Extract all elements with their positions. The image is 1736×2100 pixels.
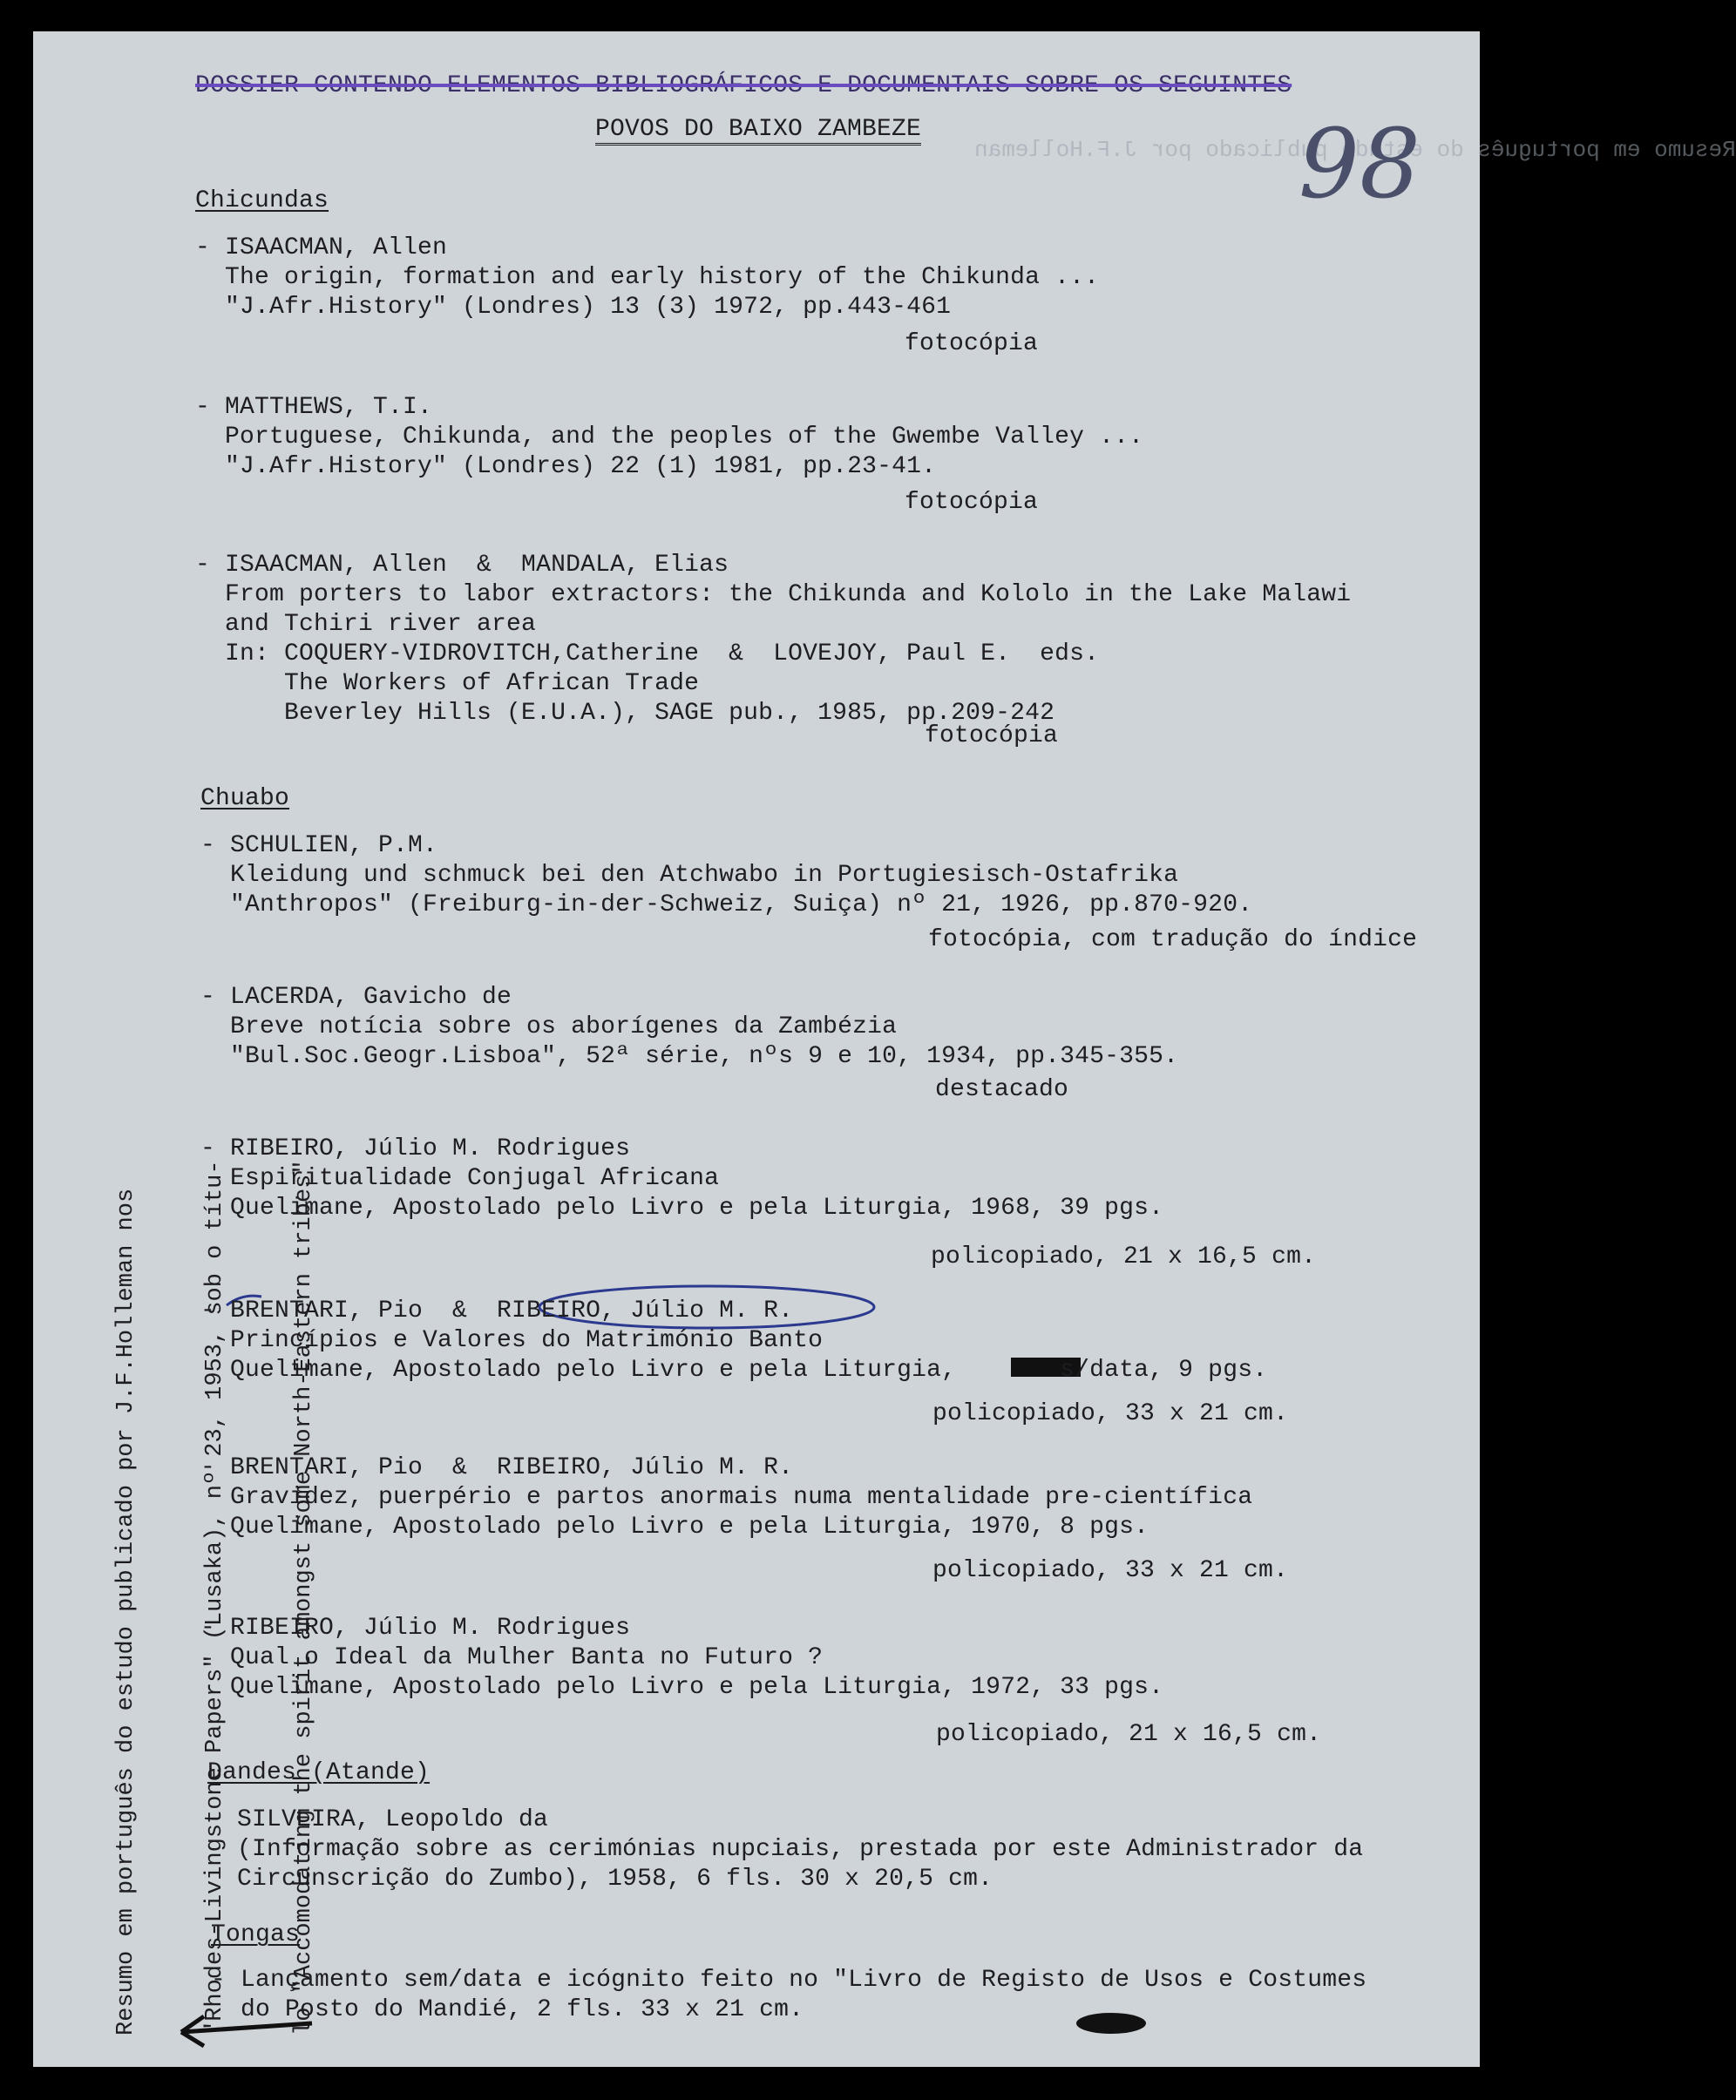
entry-line: - SCHULIEN, P.M. bbox=[200, 832, 438, 859]
page-title: POVOS DO BAIXO ZAMBEZE bbox=[595, 115, 921, 145]
entry-line: Quelimane, Apostolado pelo Livro e pela Liturgia, 1970, 8 pgs. bbox=[200, 1514, 1149, 1541]
entry-line: Qual o Ideal da Mulher Banta no Futuro ? bbox=[200, 1644, 824, 1671]
entry-line: Portuguese, Chikunda, and the peoples of the Gwembe Valley ... bbox=[195, 423, 1144, 450]
margin-note-line: "Rhodes-Livingstone Papers" (Lusaka), nº 23, 1953, sob o títu- bbox=[202, 1160, 228, 2036]
entry-line: - LACERDA, Gavicho de bbox=[200, 984, 512, 1011]
entry-line: (Informação sobre as cerimónias nupciais, prestada por este Administrador da bbox=[207, 1836, 1364, 1863]
entry-line: Beverley Hills (E.U.A.), SAGE pub., 1985, pp.209-242 bbox=[195, 700, 1055, 727]
entry-line: "Bul.Soc.Geogr.Lisboa", 52ª série, nºs 9 e 10, 1934, pp.345-355. bbox=[200, 1043, 1179, 1070]
entry-line: do Posto do Mandié, 2 fls. 33 x 21 cm. bbox=[211, 1996, 804, 2023]
entry-note: policopiado, 21 x 16,5 cm. bbox=[936, 1721, 1322, 1748]
section-heading: Chuabo bbox=[200, 785, 290, 812]
entry-note: fotocópia bbox=[925, 722, 1059, 749]
entry-line: Quelimane, Apostolado pelo Livro e pela Liturgia, 1968, 39 pgs. bbox=[200, 1195, 1164, 1222]
entry-line: Kleidung und schmuck bei den Atchwabo in Portugiesisch-Ostafrika bbox=[200, 862, 1179, 889]
entry-note: fotocópia bbox=[905, 330, 1039, 357]
bleed-through-text: Resumo em português do estudo publicado por J.F.Holleman bbox=[974, 137, 1736, 163]
entry-line: Quelimane, Apostolado pelo Livro e pela Liturgia, s/data, 9 pgs. bbox=[200, 1357, 1268, 1384]
entry-note: policopiado, 21 x 16,5 cm. bbox=[931, 1243, 1317, 1270]
entry-note: fotocópia bbox=[905, 489, 1039, 516]
entry-line: "J.Afr.History" (Londres) 22 (1) 1981, pp.23-41. bbox=[195, 453, 937, 480]
entry-line: The origin, formation and early history of the Chikunda ... bbox=[195, 264, 1100, 291]
entry-line: "Anthropos" (Freiburg-in-der-Schweiz, Suiça) nº 21, 1926, pp.870-920. bbox=[200, 891, 1253, 918]
entry-line: - MATTHEWS, T.I. bbox=[195, 394, 433, 421]
entry-line: - BRENTARI, Pio & RIBEIRO, Júlio M. R. bbox=[200, 1297, 794, 1324]
document-page bbox=[33, 31, 1736, 2067]
entry-line: - BRENTARI, Pio & RIBEIRO, Júlio M. R. bbox=[200, 1454, 794, 1481]
ink-scribble bbox=[1076, 2013, 1146, 2034]
section-heading: Dandes (Atande) bbox=[207, 1759, 431, 1786]
entry-line: - ISAACMAN, Allen & MANDALA, Elias bbox=[195, 552, 729, 579]
entry-line: "J.Afr.History" (Londres) 13 (3) 1972, pp.443-461 bbox=[195, 294, 952, 321]
entry-line: - SILVEIRA, Leopoldo da bbox=[207, 1806, 549, 1833]
margin-note-line: lo "Accomodating the spirit amongst some North-Eastern tribes" bbox=[291, 1160, 317, 2036]
entry-note: policopiado, 33 x 21 cm. bbox=[932, 1557, 1289, 1584]
margin-note-line: Resumo em português do estudo publicado por J.F.Holleman nos bbox=[113, 1188, 139, 2036]
section-heading: Tongas bbox=[211, 1921, 301, 1948]
entry-line: - Lançamento sem/data e icógnito feito no "Livro de Registo de Usos e Costumes bbox=[211, 1967, 1367, 1994]
entry-line: Gravidez, puerpério e partos anormais numa mentalidade pre-científica bbox=[200, 1484, 1253, 1511]
entry-line: - RIBEIRO, Júlio M. Rodrigues bbox=[200, 1615, 631, 1642]
entry-line: - RIBEIRO, Júlio M. Rodrigues bbox=[200, 1135, 631, 1162]
entry-line: From porters to labor extractors: the Chikunda and Kololo in the Lake Malawi bbox=[195, 581, 1352, 608]
entry-line: Quelimane, Apostolado pelo Livro e pela Liturgia, 1972, 33 pgs. bbox=[200, 1674, 1164, 1701]
entry-note: fotocópia, com tradução do índice bbox=[928, 926, 1418, 953]
entry-line: The Workers of African Trade bbox=[195, 670, 700, 697]
section-heading: Chicundas bbox=[195, 187, 329, 214]
entry-note: policopiado, 33 x 21 cm. bbox=[932, 1400, 1289, 1427]
entry-line: Breve notícia sobre os aborígenes da Zambézia bbox=[200, 1013, 898, 1040]
entry-line: Circunscrição do Zumbo), 1958, 6 fls. 30 x 20,5 cm. bbox=[207, 1866, 993, 1893]
entry-note: destacado bbox=[935, 1076, 1069, 1103]
entry-line: In: COQUERY-VIDROVITCH,Catherine & LOVEJOY, Paul E. eds. bbox=[195, 640, 1100, 667]
entry-line: Princípios e Valores do Matrimónio Banto bbox=[200, 1327, 824, 1354]
handwritten-page-number: 98 bbox=[1299, 108, 1421, 220]
entry-line: - ISAACMAN, Allen bbox=[195, 234, 448, 261]
header-line: DOSSIER CONTENDO ELEMENTOS BIBLIOGRÁFICOS E DOCUMENTAIS SOBRE OS SEGUINTES bbox=[195, 72, 1292, 99]
entry-line: and Tchiri river area bbox=[195, 611, 537, 638]
entry-line: Espiritualidade Conjugal Africana bbox=[200, 1165, 720, 1192]
